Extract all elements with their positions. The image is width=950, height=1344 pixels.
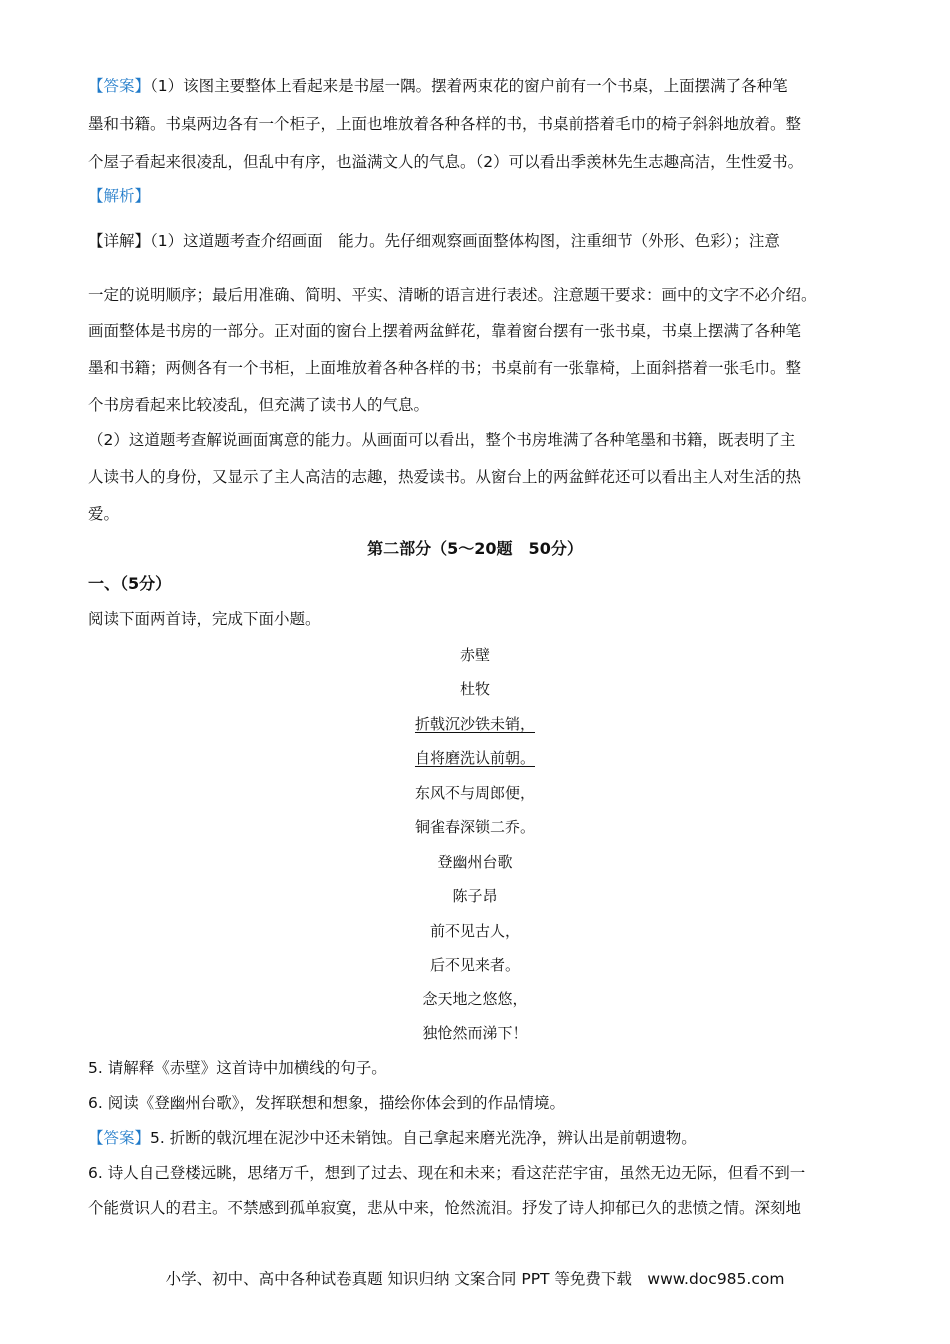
question: 5. 请解释《赤壁》这首诗中加横线的句子。: [88, 1059, 387, 1077]
poem-line: [0, 747, 950, 769]
answer-tag: 【答案】: [88, 77, 151, 95]
poem-author: 杜牧: [459, 680, 490, 698]
detail-line: 个书房看起来比较凌乱，但充满了读书人的气息。: [88, 396, 430, 414]
part-heading: 第二部分（5～20题 50分）: [367, 539, 583, 558]
footer-text: 小学、初中、高中各种试卷真题 知识归纳 文案合同 PPT 等免费下载 www.doc985.com: [165, 1270, 785, 1288]
underlined-line: 自将磨洗认前朝。: [414, 749, 535, 767]
answer-line: 个屋子看起来很凌乱，但乱中有序，也溢满文人的气息。（2）可以看出季羡林先生志趣高洁，生性爱书。: [88, 153, 804, 171]
poem-line: [0, 713, 950, 735]
poem-title: 登幽州台歌: [437, 853, 513, 871]
detail-line: 画面整体是书房的一部分。正对面的窗台上摆着两盆鲜花，靠着窗台摆有一张书桌，书桌上摆满了各种笔: [88, 322, 802, 340]
detail-line: 墨和书籍；两侧各有一个书柜，上面堆放着各种各样的书；书桌前有一张靠椅，上面斜搭着一张毛巾。整: [88, 359, 802, 377]
detail-line: 爱。: [88, 505, 120, 523]
poem-line: 铜雀春深锁二乔。: [414, 818, 535, 836]
question: 6. 阅读《登幽州台歌》，发挥联想和想象，描绘你体会到的作品情境。: [88, 1094, 565, 1112]
detail-tag: 【详解】: [88, 232, 151, 250]
answer-line: 【答案】（1）该图主要整体上看起来是书屋一隅。摆着两束花的窗户前有一个书桌，上面摆满了各种笔: [88, 77, 788, 95]
answer-line: 个能赏识人的君主。不禁感到孤单寂寞，悲从中来，怆然流泪。抒发了诗人抑郁已久的悲愤之情。深刻地: [88, 1199, 802, 1217]
analysis-tag: 【解析】: [88, 187, 151, 205]
instruction: 阅读下面两首诗，完成下面小题。: [88, 610, 321, 628]
answer-line: 墨和书籍。书桌两边各有一个柜子，上面也堆放着各种各样的书，书桌前搭着毛巾的椅子斜斜地放着。整: [88, 115, 802, 133]
poem-author: 陈子昂: [452, 887, 498, 905]
detail-line: 一定的说明顺序；最后用准确、简明、平实、清晰的语言进行表述。注意题干要求：画中的文字不必介绍。: [88, 286, 817, 304]
poem-line: 念天地之悠悠，: [422, 990, 528, 1008]
detail-line: 人读书人的身份，又显示了主人高洁的志趣，热爱读书。从窗台上的两盆鲜花还可以看出主人对生活的热: [88, 468, 802, 486]
section-title: 一、（5分）: [88, 574, 172, 593]
poem-line: 后不见来者。: [429, 956, 520, 974]
underlined-line: 折戟沉沙铁未销，: [414, 715, 535, 733]
answer-line: 6. 诗人自己登楼远眺，思绪万千，想到了过去、现在和未来；看这茫茫宇宙，虽然无边无际，但看不到一: [88, 1164, 806, 1182]
answer-line: 【答案】5. 折断的戟沉埋在泥沙中还未销蚀。自己拿起来磨光洗净，辨认出是前朝遗物。: [88, 1129, 697, 1147]
detail-line: 【详解】（1）这道题考查介绍画面 能力。先仔细观察画面整体构图，注重细节（外形、色彩）；注意: [88, 232, 780, 250]
poem-line: 东风不与周郎便，: [414, 784, 535, 802]
answer-tag: 【答案】: [88, 1129, 151, 1147]
poem-title: 赤壁: [459, 646, 490, 664]
poem-line: 独怆然而涕下！: [422, 1024, 528, 1042]
poem-line: 前不见古人，: [429, 922, 520, 940]
detail-line: （2）这道题考查解说画面寓意的能力。从画面可以看出，整个书房堆满了各种笔墨和书籍，既表明了主: [88, 431, 796, 449]
